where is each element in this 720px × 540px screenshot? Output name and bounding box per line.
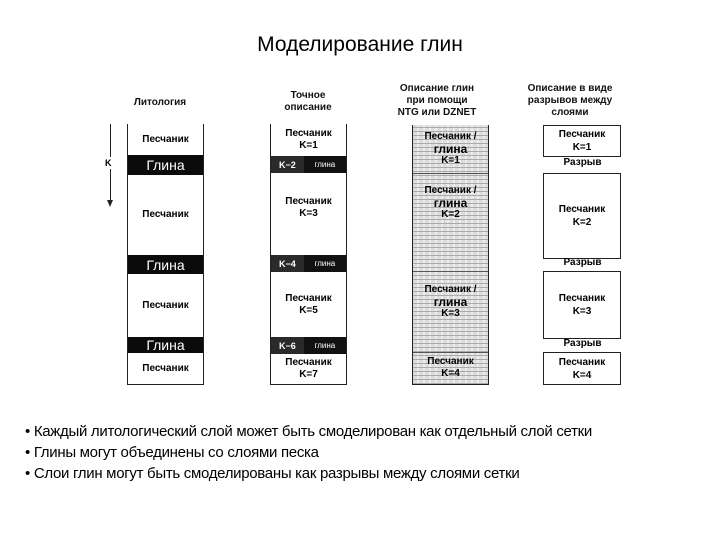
layer-index: K=1 <box>299 140 318 151</box>
layer-index: K=3 <box>299 208 318 219</box>
mixed-layer <box>413 125 488 173</box>
gap-label: Разрыв <box>563 157 602 168</box>
layer-name: глина <box>314 258 336 268</box>
bullet-item: • Слои глин могут быть смоделированы как разрывы между слоями сетки <box>25 465 520 482</box>
layer-index: K=1 <box>441 155 460 166</box>
layer-name: Песчаник / <box>424 284 477 295</box>
layer-name: Песчаник <box>558 129 606 140</box>
layer-index: K−2 <box>271 156 304 173</box>
arrow-head-icon <box>107 200 113 207</box>
layer-name: Песчаник <box>285 196 332 207</box>
layer-name: глина <box>433 196 468 210</box>
gap-label: Разрыв <box>563 338 602 349</box>
k-axis-label: K <box>105 158 112 168</box>
sand-layer: Песчаник <box>142 209 189 220</box>
gap-label: Разрыв <box>563 257 602 268</box>
header-gaps <box>500 83 640 119</box>
layer-name: глина <box>314 340 336 350</box>
header-ntg-line: NTG или DZNET <box>397 107 477 118</box>
layer-name: Песчаник / <box>424 185 477 196</box>
layer-index: K−6 <box>271 337 304 354</box>
sand-layer <box>271 173 346 243</box>
sand-layer: Песчаник <box>142 362 189 374</box>
layer-name: Песчаник <box>558 204 606 215</box>
layer-name: Песчаник <box>558 356 606 368</box>
layer-name: глина <box>433 295 468 309</box>
layer-index: K=1 <box>572 142 592 153</box>
layer-index: K=7 <box>299 369 318 380</box>
header-gaps-line: разрывов между <box>527 95 613 106</box>
layer-index: K=3 <box>441 308 460 319</box>
mixed-layer <box>413 173 488 233</box>
layer-index: K=3 <box>572 306 592 317</box>
mixed-layer <box>413 271 488 333</box>
layer-name: Песчаник <box>285 357 332 368</box>
slide-title: Моделирование глин <box>257 33 463 56</box>
bullet-item: • Глины могут объединены со слоями песка <box>25 444 319 461</box>
sand-layer: Песчаник <box>142 299 189 311</box>
mixed-layer <box>413 352 488 384</box>
layer-name: Песчаник <box>285 292 332 304</box>
sand-layer <box>271 124 346 156</box>
clay-layer: Глина <box>128 255 203 274</box>
header-exact: Точное описание <box>284 90 332 113</box>
header-ntg-line: Описание глин <box>399 83 475 94</box>
layer-index: K=4 <box>441 368 460 379</box>
layer-index: K=2 <box>441 209 460 220</box>
bullet-item: • Каждый литологический слой может быть смоделирован как отдельный слой сетки <box>25 423 592 440</box>
clay-layer: Глина <box>128 155 203 175</box>
sand-box <box>543 271 621 339</box>
header-lithology: Литология <box>133 97 187 108</box>
layer-name: Песчаник <box>427 356 474 367</box>
layer-name: глина <box>433 142 468 156</box>
layer-name: глина <box>314 159 336 169</box>
header-ntg-line: при помощи <box>406 95 468 106</box>
ntg-column <box>412 125 489 385</box>
layer-index: K=5 <box>299 304 318 316</box>
layer-index: K−4 <box>271 255 304 272</box>
header-ntg <box>362 83 512 119</box>
layer-index: K=4 <box>572 369 592 381</box>
clay-layer <box>271 255 346 272</box>
layer-name: Песчаник <box>285 128 332 139</box>
clay-layer <box>271 337 346 354</box>
layer-name: Песчаник <box>558 293 606 304</box>
header-gaps-line: Описание в виде <box>527 83 613 94</box>
sand-layer: Песчаник <box>142 133 189 145</box>
header-gaps-line: слоями <box>551 107 589 118</box>
clay-layer: Глина <box>128 337 203 353</box>
layer-index: K=2 <box>572 217 592 228</box>
lithology-column <box>127 124 204 385</box>
exact-column <box>270 124 347 385</box>
sand-layer <box>271 272 346 337</box>
layer-name: Песчаник / <box>424 131 477 142</box>
sand-box <box>543 125 621 157</box>
sand-box <box>543 352 621 385</box>
sand-box <box>543 173 621 259</box>
clay-layer <box>271 156 346 173</box>
sand-layer <box>271 354 346 384</box>
